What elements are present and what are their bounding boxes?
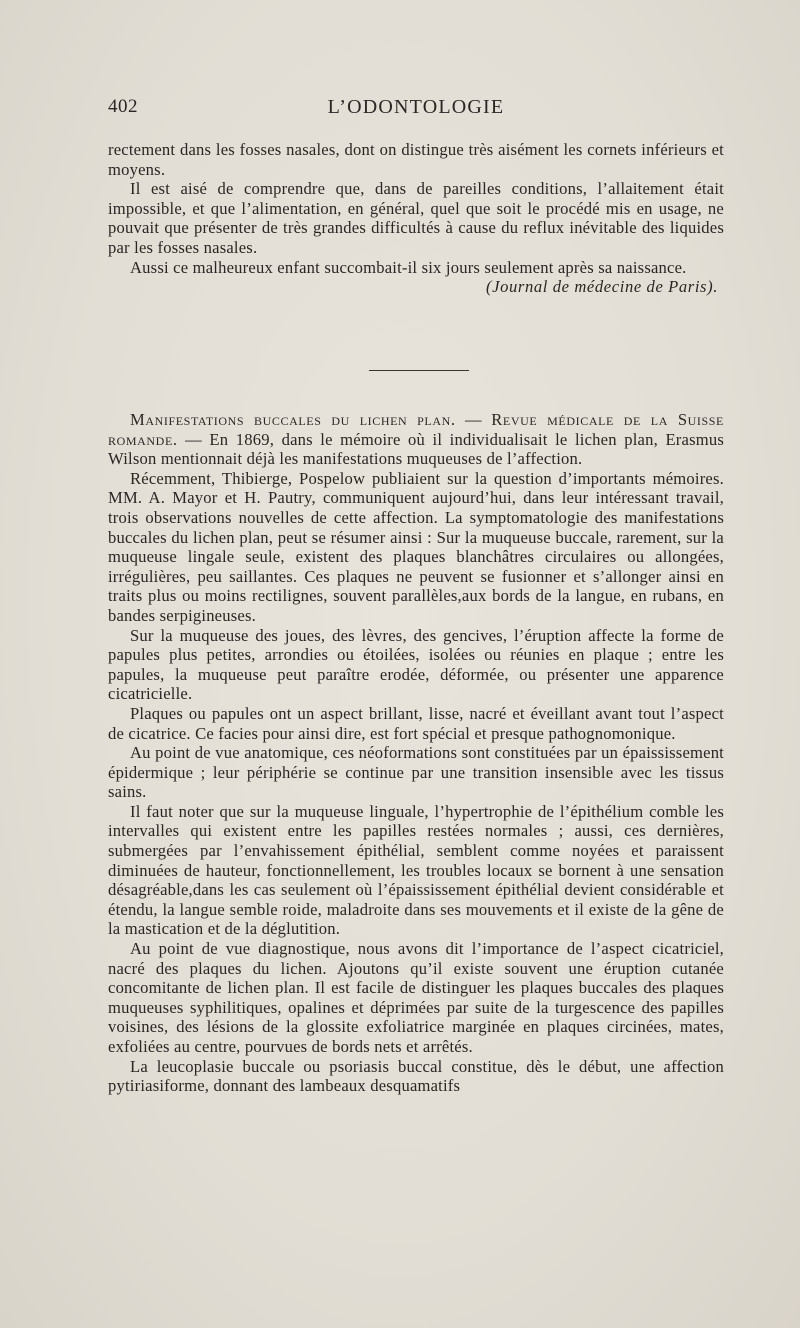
article-source: Revue médicale de la Suisse romande.: [108, 410, 724, 449]
article-title: Manifestations buccales du lichen plan.: [130, 410, 456, 429]
paragraph: Il faut noter que sur la muqueuse linguale, l’hypertrophie de l’épithélium comble les intervalles qui existent entre les papilles restées normales ; aussi, ces dernières, submergées par l’envahissement épithélial, semblent comme noyées et paraissent diminuées de hauteur, fonctionnellement, les troubles locaux se bornent à une sensation désagréable,dans les cas seulement où l’épaississement épithélial devient considérable et étendu, la langue semble roide, maladroite dans ses mouvements et il existe de la gêne de la mastication et de la déglutition.: [108, 801, 724, 939]
paragraph: Il est aisé de comprendre que, dans de pareilles conditions, l’allaitement était impossible, et que l’alimentation, en général, quel que soit le procédé mis en usage, ne pouvait que présenter de très grandes difficultés à cause du reflux inévitable des liquides par les fosses nasales.: [108, 179, 724, 257]
article-lead-paragraph: [108, 410, 724, 469]
article-lichen-plan: [108, 410, 724, 1096]
paragraph: rectement dans les fosses nasales, dont on distingue très aisément les cornets inférieurs et moyens.: [108, 140, 724, 179]
citation: (Journal de médecine de Paris).: [486, 277, 718, 297]
page-header: [108, 96, 724, 126]
section-divider: [369, 370, 469, 371]
paragraph: Au point de vue diagnostique, nous avons dit l’importance de l’aspect cicatriciel, nacré des plaques du lichen. Ajoutons qu’il existe souvent une éruption cutanée concomitante de lichen plan. Il est facile de distinguer les plaques buccales des plaques muqueuses syphilitiques, opalines et déprimées par suite de la turgescence des papilles voisines, des lésions de la glossite exfoliatrice marginée en plaques circinées, mates, exfoliées au centre, pourvues de bords nets et arrêtés.: [108, 939, 724, 1056]
paragraph: Sur la muqueuse des joues, des lèvres, des gencives, l’éruption affecte la forme de papules plus petites, arrondies ou étoilées, isolées ou réunies en plaque ; entre les papules, la muqueuse peut paraître erodée, déformée, ou présenter une apparence cicatricielle.: [108, 625, 724, 704]
paragraph: Aussi ce malheureux enfant succombait-il six jours seulement après sa naissance.: [130, 257, 687, 277]
running-title: L’ODONTOLOGIE: [327, 96, 505, 118]
article-intro: — En 1869, dans le mémoire où il individualisait le lichen plan, Erasmus Wilson mentionnait déjà les manifestations muqueuses de l’affection.: [108, 429, 724, 469]
paragraph: Plaques ou papules ont un aspect brillant, lisse, nacré et éveillant avant tout l’aspect de cicatrice. Ce facies pour ainsi dire, est fort spécial et presque pathognomonique.: [108, 703, 724, 743]
paragraph: Récemment, Thibierge, Pospelow publiaient sur la question d’importants mémoires. MM. A. Mayor et H. Pautry, communiquent aujourd’hui, dans leur intéressant travail, trois observations nouvelles de cette affection. La symptomatologie des manifestations buccales du lichen plan, peut se résumer ainsi : Sur la muqueuse buccale, rarement, sur la muqueuse lingale seule, existent des plaques blanchâtres circulaires ou allongées, irrégulières, peu saillantes. Ces plaques ne peuvent se fusionner et s’allonger ainsi en traits plus ou moins rectilignes, souvent parallèles,aux bords de la langue, en rubans, en bandes serpigineuses.: [108, 468, 724, 625]
continued-article: [108, 140, 724, 297]
paragraph: Au point de vue anatomique, ces néoformations sont constituées par un épaississement épidermique ; leur périphérie se continue par une transition insensible avec les tissus sains.: [108, 743, 724, 802]
page-number: 402: [108, 96, 138, 117]
paragraph: La leucoplasie buccale ou psoriasis buccal constitue, dès le début, une affection pytiriasiforme, donnant des lambeaux desquamatifs: [108, 1056, 724, 1096]
dash: —: [455, 410, 492, 429]
